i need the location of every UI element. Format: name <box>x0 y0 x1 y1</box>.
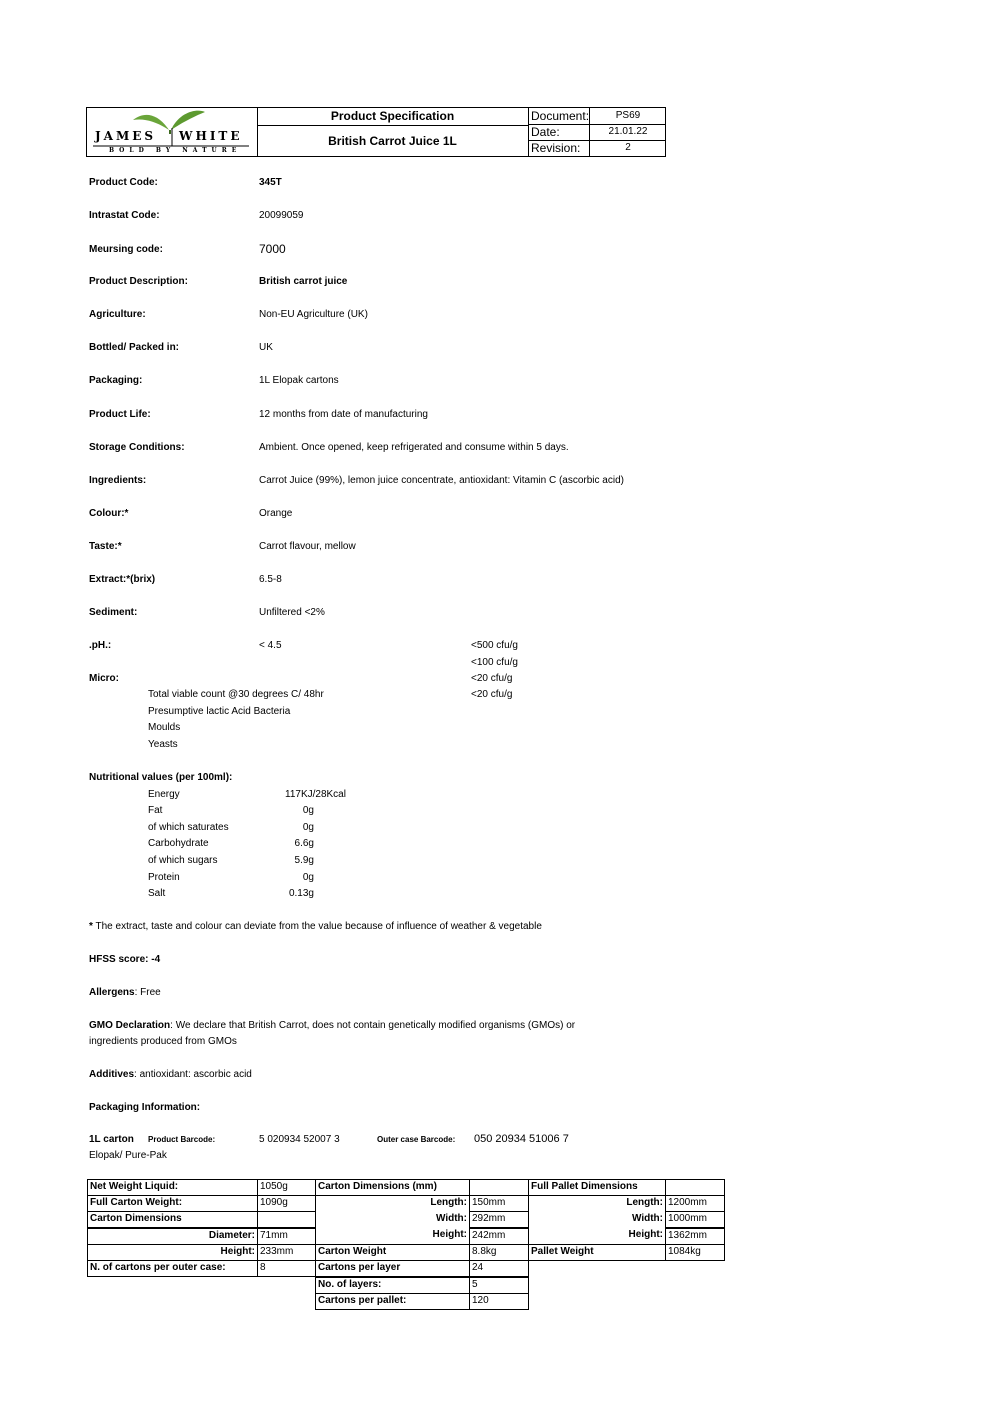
gmo-text: : We declare that British Carrot, does not contain genetically modified organisms (GMOs) or <box>170 1020 576 1031</box>
document-label: Document: <box>531 109 590 123</box>
additives-label: Additives <box>89 1069 135 1080</box>
allergens <box>89 987 161 998</box>
field-value: 12 months from date of manufacturing <box>259 409 428 420</box>
gmo-text-line2: ingredients produced from GMOs <box>89 1036 237 1047</box>
micro-limit: <20 cfu/g <box>471 689 513 700</box>
pallet-dimensions-heading: Full Pallet Dimensions <box>528 1179 666 1196</box>
logo-word-white: WHITE <box>179 129 243 143</box>
field-label: Product Code: <box>89 177 158 188</box>
nutrient-name: Protein <box>148 872 180 883</box>
additives <box>89 1069 252 1080</box>
pallet-length-value: 1200mm <box>665 1195 725 1212</box>
pallet-width-label: Width: <box>631 1213 663 1224</box>
cartons-per-layer-value: 24 <box>469 1260 529 1277</box>
revision-label: Revision: <box>531 141 581 155</box>
full-carton-weight-label: Full Carton Weight: <box>87 1195 258 1212</box>
hfss-score: HFSS score: -4 <box>89 954 161 965</box>
footnote <box>89 921 542 932</box>
field-value: 6.5-8 <box>259 574 282 585</box>
field-value: Orange <box>259 508 293 519</box>
date-value: 21.01.22 <box>608 126 648 137</box>
field-label: Ingredients: <box>89 475 147 486</box>
length-label: Length: <box>430 1197 467 1208</box>
field-label: .pH.: <box>89 640 112 651</box>
carton-height-label: Height: <box>87 1244 258 1261</box>
outer-barcode-label: Outer case Barcode: <box>377 1135 456 1144</box>
cartons-per-pallet-label: Cartons per pallet: <box>315 1293 470 1310</box>
carton-weight-label: Carton Weight <box>315 1244 470 1261</box>
document-value: PS69 <box>615 110 641 121</box>
field-label: Product Description: <box>89 276 188 287</box>
field-label: Extract:*(brix) <box>89 574 156 585</box>
diameter-label: Diameter: <box>87 1228 258 1245</box>
product-name: British Carrot Juice 1L <box>328 134 457 148</box>
empty-cell <box>665 1179 725 1196</box>
pallet-weight-value: 1084kg <box>665 1244 725 1261</box>
width-label: Width: <box>435 1213 467 1224</box>
logo-word-james: JAMES <box>95 129 157 143</box>
nutrient-name: of which sugars <box>148 855 218 866</box>
pallet-height-value: 1362mm <box>665 1228 725 1245</box>
field-label: Bottled/ Packed in: <box>89 342 180 353</box>
footnote-text: The extract, taste and colour can deviate from the value because of influence of weather & vegetable <box>92 921 542 932</box>
field-label: Packaging: <box>89 375 143 386</box>
carton-dimensions-mm-heading: Carton Dimensions (mm) <box>315 1179 470 1196</box>
field-value: 7000 <box>259 242 286 256</box>
field-value: 20099059 <box>259 210 304 221</box>
field-label: Storage Conditions: <box>89 442 185 453</box>
length-value: 150mm <box>469 1195 529 1212</box>
net-weight-label: Net Weight Liquid: <box>87 1179 258 1196</box>
gmo-declaration <box>89 1020 575 1031</box>
empty-cell <box>257 1211 316 1228</box>
field-value: Ambient. Once opened, keep refrigerated and consume within 5 days. <box>259 442 569 453</box>
field-value: 345T <box>259 177 282 188</box>
field-value: Carrot flavour, mellow <box>259 541 356 552</box>
nutrient-name: Carbohydrate <box>148 838 209 849</box>
field-label: Colour:* <box>89 508 129 519</box>
height-label: Height: <box>432 1229 467 1240</box>
additives-value: : antioxidant: ascorbic acid <box>134 1069 252 1080</box>
document-row <box>529 108 665 125</box>
micro-item: Total viable count @30 degrees C/ 48hr <box>148 689 324 700</box>
carton-weight-value: 8.8kg <box>469 1244 529 1261</box>
packaging-info-heading: Packaging Information: <box>89 1102 201 1113</box>
net-weight-value: 1050g <box>257 1179 316 1196</box>
nutrition-label: Nutritional values (per 100ml): <box>89 772 233 783</box>
field-value: UK <box>259 342 273 353</box>
field-value: Non-EU Agriculture (UK) <box>259 309 368 320</box>
full-carton-weight-value: 1090g <box>257 1195 316 1212</box>
field-value: Carrot Juice (99%), lemon juice concentrate, antioxidant: Vitamin C (ascorbic acid) <box>259 475 624 486</box>
nutrient-value: 117KJ/28Kcal <box>285 789 346 800</box>
pallet-width-value: 1000mm <box>665 1211 725 1228</box>
layers-value: 5 <box>469 1277 529 1294</box>
pallet-weight-label: Pallet Weight <box>528 1244 666 1261</box>
document-meta <box>529 108 665 156</box>
nutrient-value: 0.13g <box>288 888 314 899</box>
nutrient-value: 0g <box>302 822 314 833</box>
nutrient-name: Salt <box>148 888 166 899</box>
micro-item: Yeasts <box>148 739 178 750</box>
field-label: Sediment: <box>89 607 138 618</box>
diameter-value: 71mm <box>257 1228 316 1245</box>
cartons-per-layer-label: Cartons per layer <box>315 1260 470 1277</box>
document-title: Product Specification <box>257 108 528 126</box>
layers-label: No. of layers: <box>315 1277 470 1294</box>
field-label: Agriculture: <box>89 309 146 320</box>
field-value: Unfiltered <2% <box>259 607 325 618</box>
field-value: British carrot juice <box>259 276 348 287</box>
micro-limit: <100 cfu/g <box>471 657 518 668</box>
cartons-per-outer-label: N. of cartons per outer case: <box>87 1260 258 1277</box>
product-barcode: 5 020934 52007 3 <box>259 1134 340 1145</box>
spec-header <box>86 107 666 157</box>
pallet-length-label: Length: <box>626 1197 663 1208</box>
micro-limit: <500 cfu/g <box>471 640 518 651</box>
nutrient-value: 0g <box>302 805 314 816</box>
empty-cell <box>469 1179 529 1196</box>
carton-dimensions-label: Carton Dimensions <box>87 1211 258 1228</box>
field-label: Intrastat Code: <box>89 210 160 221</box>
revision-value: 2 <box>625 142 631 153</box>
pallet-height-label: Height: <box>628 1229 663 1240</box>
micro-item: Moulds <box>148 722 181 733</box>
date-label: Date: <box>531 125 560 139</box>
allergens-label: Allergens <box>89 987 135 998</box>
field-label: Taste:* <box>89 541 122 552</box>
gmo-label: GMO Declaration <box>89 1020 171 1031</box>
unit-label: 1L carton <box>89 1134 134 1145</box>
nutrient-name: of which saturates <box>148 822 229 833</box>
outer-barcode: 050 20934 51006 7 <box>474 1133 569 1145</box>
carton-height-value: 233mm <box>257 1244 316 1261</box>
cartons-per-pallet-value: 120 <box>469 1293 529 1310</box>
revision-row <box>529 140 665 156</box>
field-label: Meursing code: <box>89 244 163 255</box>
field-value: 1L Elopak cartons <box>259 375 339 386</box>
nutrient-value: 5.9g <box>294 855 314 866</box>
height-value: 242mm <box>469 1228 529 1245</box>
field-label: Product Life: <box>89 409 151 420</box>
footnote-star: * <box>89 921 93 932</box>
width-value: 292mm <box>469 1211 529 1228</box>
micro-item: Presumptive lactic Acid Bacteria <box>148 706 291 717</box>
pack-type: Elopak/ Pure-Pak <box>89 1150 167 1161</box>
carton-dims-labels <box>315 1195 470 1245</box>
allergens-value: : Free <box>134 987 161 998</box>
nutrient-value: 6.6g <box>294 838 314 849</box>
nutrient-name: Fat <box>148 805 163 816</box>
product-barcode-label: Product Barcode: <box>148 1135 216 1144</box>
date-row <box>529 124 665 141</box>
nutrient-name: Energy <box>148 789 180 800</box>
pallet-dims-labels <box>528 1195 666 1245</box>
cartons-per-outer-value: 8 <box>257 1260 316 1277</box>
micro-label: Micro: <box>89 673 119 684</box>
micro-limit: <20 cfu/g <box>471 673 513 684</box>
brand-logo <box>87 108 258 156</box>
nutrient-value: 0g <box>302 872 314 883</box>
field-value: < 4.5 <box>259 640 282 651</box>
logo-tagline: BOLD BY NATURE <box>109 147 242 154</box>
header-title-block <box>257 108 529 156</box>
